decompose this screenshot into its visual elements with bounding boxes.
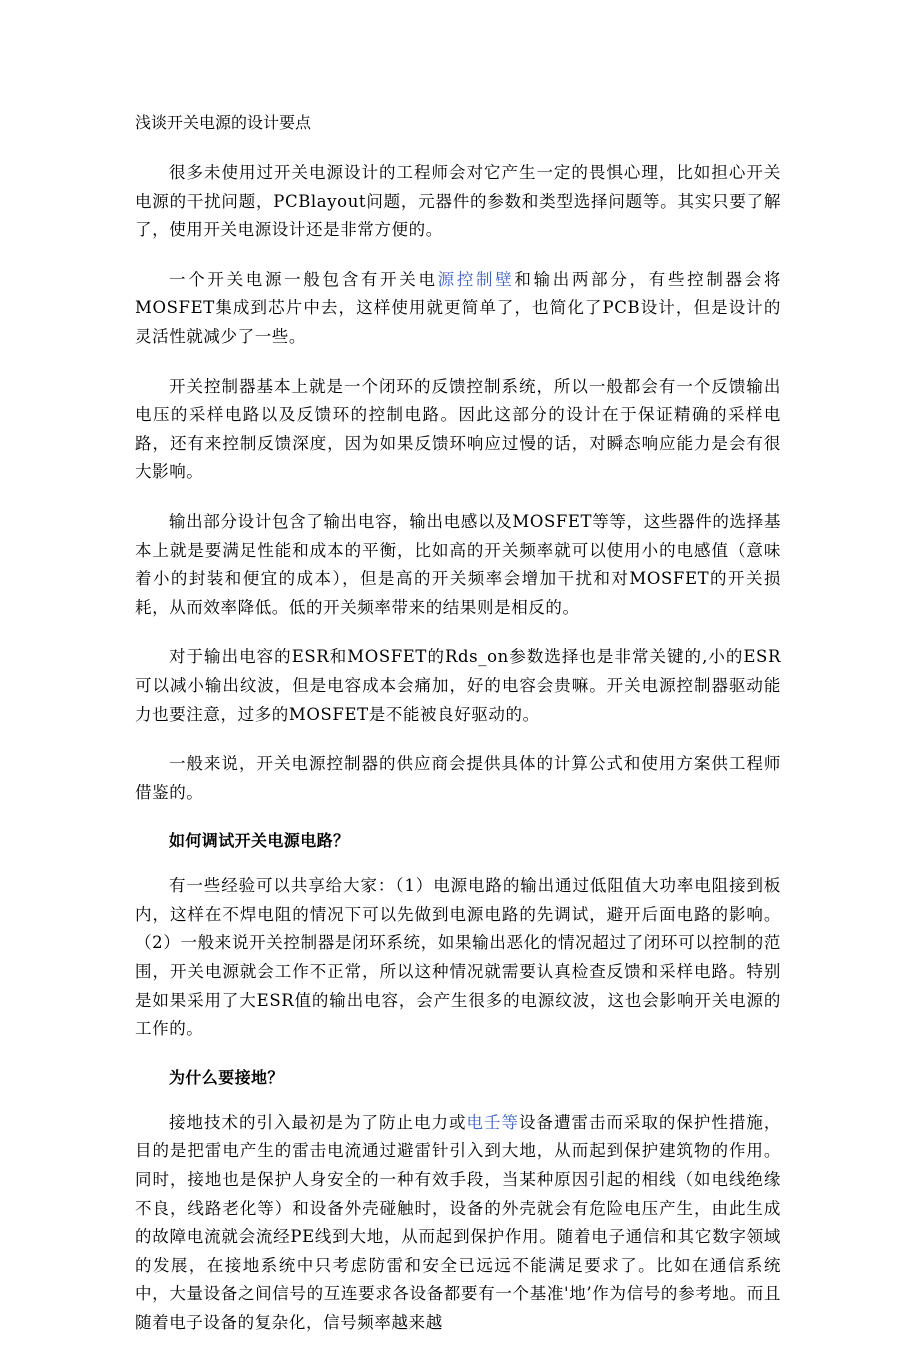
paragraph-controller: 开关控制器基本上就是一个闭环的反馈控制系统，所以一般都会有一个反馈输出电压的采样电路以及反馈环的控制电路。因此这部分的设计在于保证精确的采样电路，还有来控制反馈深度，因为如果反馈环响应过慢的话，对瞬态响应能力是会有很大影响。 [135,376,781,482]
paragraph-grounding [135,1109,781,1338]
paragraph-text: 一个开关电源一般包含有开关电 [169,269,438,289]
section-heading-debug: 如何调试开关电源电路？ [169,831,350,851]
paragraph-esr: 对于输出电容的ESR和MOSFET的Rds_on参数选择也是非常关键的,小的ESR可以减小输出纹波，但是电容成本会痛加，好的电容会贵嘛。开关电源控制器驱动能力也要注意，过多的MOSFET是不能被良好驱动的。 [135,647,781,724]
paragraph-text: 接地技术的引入最初是为了防止电力或 [169,1112,467,1132]
paragraph-supplier: 一般来说，开关电源控制器的供应商会提供具体的计算公式和使用方案供工程师借鉴的。 [135,754,781,802]
paragraph-text: 和输出两部分，有些控制器会将MOSFET集成到芯片中去，这样使用就更简单了，也简化了PCB设计，但是设计的灵活性就减少了一些。 [135,269,781,346]
paragraph-intro: 很多未使用过开关电源设计的工程师会对它产生一定的畏惧心理，比如担心开关电源的干扰问题，PCBlayout问题，元器件的参数和类型选择问题等。其实只要了解了，使用开关电源设计还是非常方便的。 [135,163,781,240]
document-title: 浅谈开关电源的设计要点 [135,113,312,132]
paragraph-text: 设备遭雷击而采取的保护性措施，目的是把雷电产生的雷击电流通过避雷针引入到大地，从而起到保护建筑物的作用。同时，接地也是保护人身安全的一种有效手段，当某种原因引起的相线（如电线绝缘不良，线路老化等）和设备外壳碰触时，设备的外壳就会有危险电压产生，由此生成的故障电流就会流经PE线到大地，从而起到保护作用。随着电子通信和其它数字领域的发展，在接地系统中只考虑防雷和安全已远远不能满足要求了。比如在通信系统中，大量设备之间信号的互连要求各设备都要有一个基准'地’作为信号的参考地。而且随着电子设备的复杂化，信号频率越来越 [135,1112,782,1332]
paragraph-components [135,266,781,352]
section-heading-grounding: 为什么要接地？ [169,1067,284,1087]
paragraph-output: 输出部分设计包含了输出电容，输出电感以及MOSFET等等，这些器件的选择基本上就是要满足性能和成本的平衡，比如高的开关频率就可以使用小的电感值（意味着小的封装和便宜的成本），但是高的开关频率会增加干扰和对MOSFET的开关损耗，从而效率降低。低的开关频率带来的结果则是相反的。 [135,511,781,617]
document-page [135,111,781,1359]
paragraph-debug: 有一些经验可以共享给大家：（1）电源电路的输出通过低阻值大功率电阻接到板内，这样在不焊电阻的情况下可以先做到电源电路的先调试，避开后面电路的影响。（2）一般来说开关控制器是闭环系统，如果输出恶化的情况超过了闭环可以控制的范围，开关电源就会工作不正常，所以这种情况就需要认真检查反馈和采样电路。特别是如果采用了大ESR值的输出电容，会产生很多的电源纹波，这也会影响开关电源的工作的。 [135,876,781,1039]
inline-link-controller[interactable]: 源控制壁 [437,269,515,289]
inline-link-telecom[interactable]: 电壬等 [466,1112,519,1132]
